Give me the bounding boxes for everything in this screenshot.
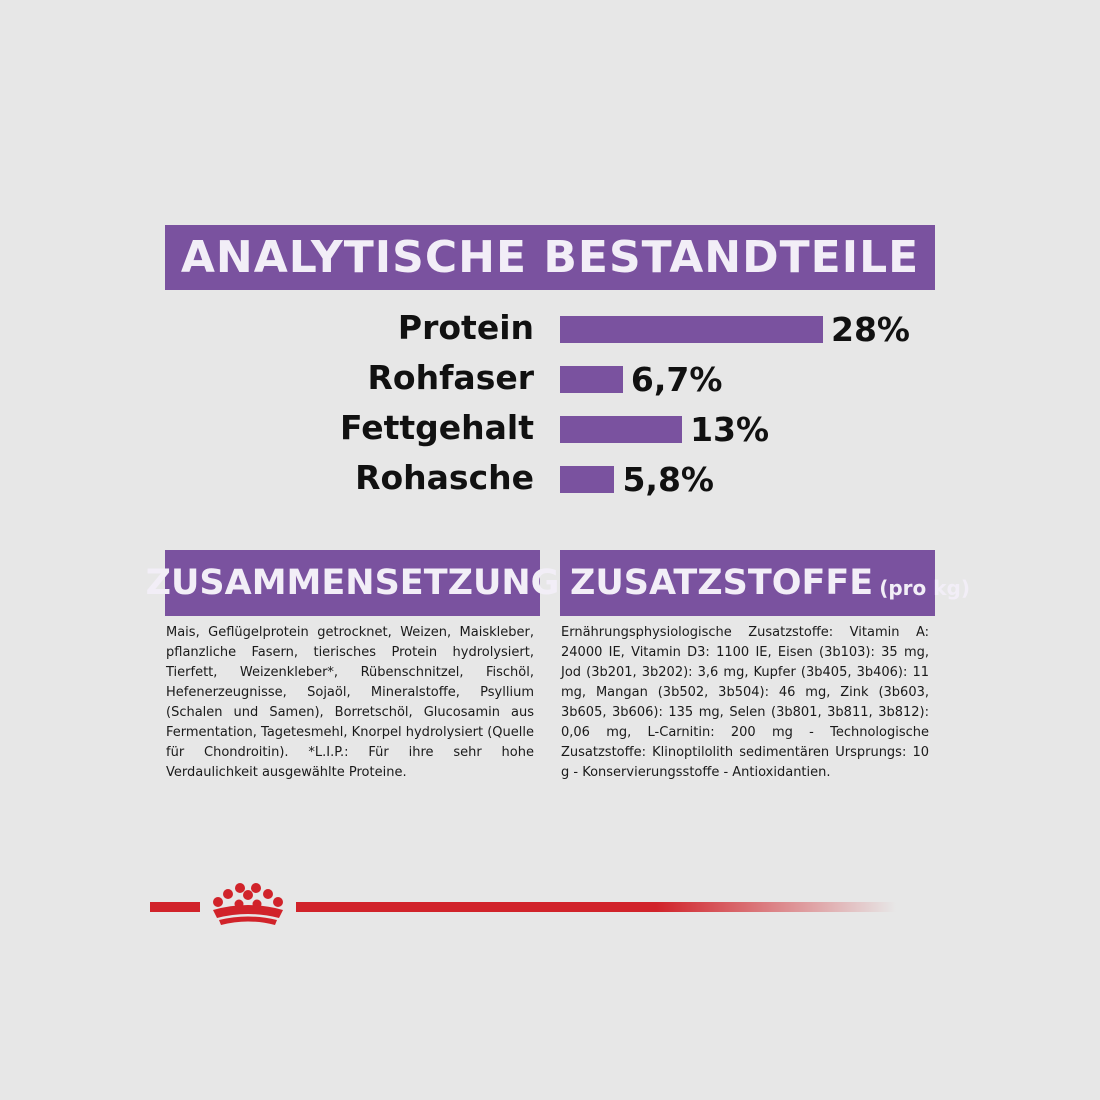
bar-rohasche xyxy=(560,466,614,493)
analytics-header xyxy=(165,225,935,290)
crown-icon xyxy=(205,880,291,928)
bar-label-fettgehalt: Fettgehalt xyxy=(340,408,534,447)
analytics-title: ANALYTISCHE BESTANDTEILE xyxy=(180,232,920,283)
bar-label-rohfaser: Rohfaser xyxy=(367,358,534,397)
bar-fettgehalt xyxy=(560,416,682,443)
additives-header xyxy=(560,550,970,616)
footer-line-right xyxy=(296,902,896,912)
additives-text: Ernährungsphysiologische Zusatzstoffe: Vitamin A: 24000 IE, Vitamin D3: 1100 IE, Eisen (3b103): 35 mg, Jod (3b201, 3b202): 3,6 mg, Kupfer (3b405, 3b406): 11 mg, Mangan (3b502, 3b504): 46 mg, Zink (3b603, 3b605, 3b606): 135 mg, Selen (3b801, 3b811, 3b812): 0,06 mg, L-Carnitin: 200 mg - Technologische Zusatzstoffe: Klinoptilolith sedimentären Ursprungs: 10 g - Konservierungsstoffe - Antioxidantien. xyxy=(561,625,929,780)
additives-subtitle: (pro kg) xyxy=(879,576,970,600)
additives-title: ZUSATZSTOFFE xyxy=(570,563,874,603)
composition-text: Mais, Geflügelprotein getrocknet, Weizen, Maiskleber, pflanzliche Fasern, tierisches Protein hydrolysiert, Tierfett, Weizenkleber*, Rübenschnitzel, Fischöl, Hefenerzeugnisse, Sojaöl, Mineralstoffe, Psyllium (Schalen und Samen), Borretschöl, Glucosamin aus Fermentation, Tagetesmehl, Knorpel hydrolysiert (Quelle für Chondroitin). *L.I.P.: Für ihre sehr hohe Verdaulichkeit ausgewählte Proteine. xyxy=(166,625,534,780)
bar-value-fettgehalt: 13% xyxy=(690,410,770,449)
bar-value-rohfaser: 6,7% xyxy=(630,360,723,399)
bar-label-rohasche: Rohasche xyxy=(355,458,534,497)
footer-line-left xyxy=(150,902,200,912)
bar-value-protein: 28% xyxy=(831,310,910,349)
bar-value-rohasche: 5,8% xyxy=(622,460,714,499)
bar-protein xyxy=(560,316,823,343)
bar-rohfaser xyxy=(560,366,623,393)
composition-header xyxy=(145,550,560,616)
composition-title: ZUSAMMENSETZUNG xyxy=(145,563,560,603)
bar-label-protein: Protein xyxy=(397,308,534,347)
